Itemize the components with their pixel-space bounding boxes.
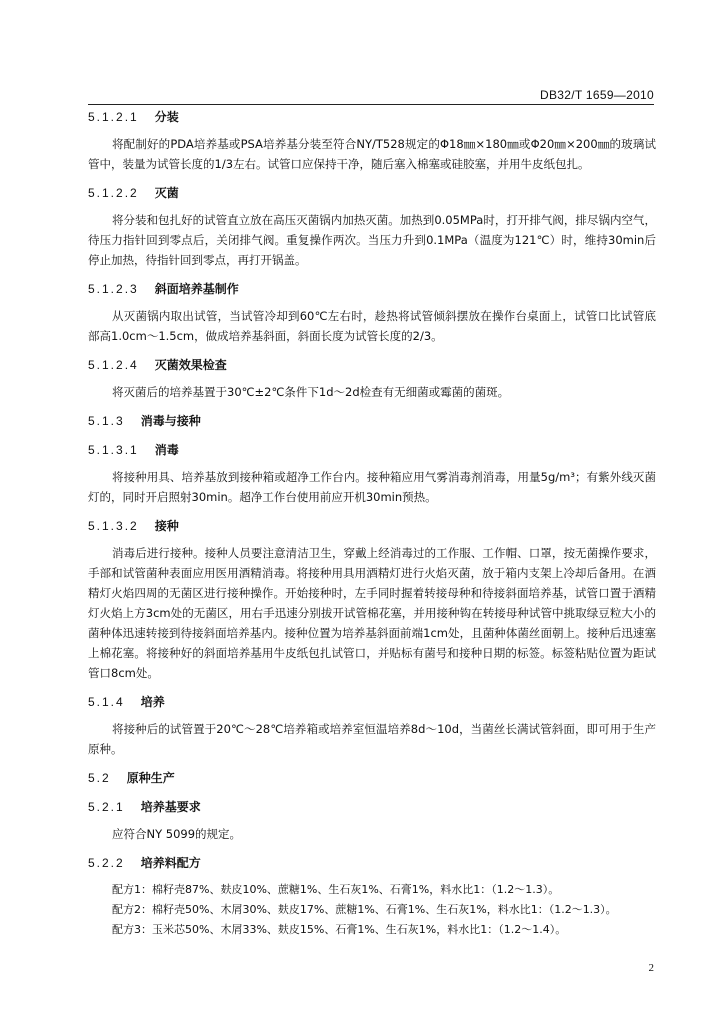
- heading-number: 5.1.3.1: [88, 443, 139, 457]
- heading-5-1-3-1: [88, 440, 656, 460]
- heading-5-1-2-3: [88, 279, 656, 299]
- heading-5-2: [88, 768, 656, 788]
- paragraph-cultivation: 将接种后的试管置于20℃～28℃培养箱或培养室恒温培养8d～10d，当菌丝长满试管斜面，即可用于生产原种。: [88, 722, 656, 756]
- heading-number: 5.1.4: [88, 695, 125, 709]
- paragraph-sterility-check: 将灭菌后的培养基置于30℃±2℃条件下1d～2d检查有无细菌或霉菌的菌斑。: [112, 385, 510, 399]
- heading-title: 斜面培养基制作: [154, 282, 239, 296]
- paragraph-medium-requirement: 应符合NY 5099的规定。: [112, 827, 242, 841]
- heading-5-1-2-1: [88, 107, 656, 127]
- heading-5-1-4: [88, 692, 656, 712]
- formula-3: 配方3：玉米芯50%、木屑33%、麸皮15%、石膏1%、生石灰1%，料水比1：（1.2～1.4）。: [112, 923, 567, 936]
- heading-number: 5.2: [88, 771, 111, 785]
- heading-title: 分装: [154, 110, 179, 124]
- heading-5-1-3-2: [88, 516, 656, 536]
- standard-code: DB32/T 1659—2010: [540, 88, 654, 102]
- heading-5-2-1: [88, 797, 656, 817]
- heading-5-1-3: [88, 411, 656, 431]
- heading-number: 5.2.2: [88, 856, 125, 870]
- formula-1: 配方1：棉籽壳87%、麸皮10%、蔗糖1%、生石灰1%、石膏1%，料水比1：（1.2～1.3）。: [112, 883, 560, 896]
- page-number: 2: [648, 962, 654, 974]
- heading-title: 原种生产: [126, 771, 175, 785]
- heading-title: 培养: [140, 695, 165, 709]
- header-rule: [88, 104, 654, 105]
- heading-number: 5.1.3.2: [88, 519, 139, 533]
- heading-number: 5.1.2.1: [88, 110, 139, 124]
- paragraph-inoculation: 消毒后进行接种。接种人员要注意清洁卫生，穿戴上经消毒过的工作服、工作帽、口罩，按无菌操作要求，手部和试管菌种表面应用医用酒精消毒。将接种用具用酒精灯进行火焰灭菌，放于箱内支架上冷却后备用。在酒精灯火焰四周的无菌区进行接种操作。开始接种时，左手同时握着转接母种和待接斜面培养基，试管口置于酒精灯火焰上方3cm处的无菌区，用右手迅速分别拔开试管棉花塞，并用接种钩在转接母种试管中挑取绿豆粒大小的菌种体迅速转接到待接斜面培养基内。接种位置为培养基斜面前端1cm处，且菌种体菌丝面朝上。接种后迅速塞上棉花塞。将接种好的斜面培养基用牛皮纸包扎试管口，并贴标有菌号和接种日期的标签。标签粘贴位置为距试管口8cm处。: [88, 546, 656, 680]
- heading-title: 培养料配方: [140, 856, 201, 870]
- heading-title: 消毒: [154, 443, 179, 457]
- paragraph-slant-making: 从灭菌锅内取出试管，当试管冷却到60℃左右时，趁热将试管倾斜摆放在操作台桌面上，试管口比试管底部高1.0cm～1.5cm，做成培养基斜面，斜面长度为试管长度的2/3。: [88, 309, 656, 343]
- heading-number: 5.1.2.3: [88, 282, 139, 296]
- heading-5-2-2: [88, 853, 656, 873]
- paragraph-disinfection: 将接种用具、培养基放到接种箱或超净工作台内。接种箱应用气雾消毒剂消毒，用量5g/m³；有紫外线灭菌灯的，同时开启照射30min。超净工作台使用前应开机30min预热。: [88, 470, 656, 504]
- heading-number: 5.2.1: [88, 800, 125, 814]
- heading-title: 灭菌: [154, 186, 179, 200]
- heading-number: 5.1.3: [88, 414, 125, 428]
- heading-title: 培养基要求: [140, 800, 201, 814]
- heading-5-1-2-4: [88, 355, 656, 375]
- heading-5-1-2-2: [88, 183, 656, 203]
- document-body: [88, 107, 656, 940]
- heading-title: 消毒与接种: [140, 414, 201, 428]
- heading-number: 5.1.2.4: [88, 358, 139, 372]
- heading-title: 灭菌效果检查: [154, 358, 227, 372]
- formula-2: 配方2：棉籽壳50%、木屑30%、麸皮17%、蔗糖1%、石膏1%、生石灰1%，料水比1：（1.2～1.3）。: [112, 903, 617, 916]
- heading-title: 接种: [154, 519, 179, 533]
- heading-number: 5.1.2.2: [88, 186, 139, 200]
- paragraph-dispensing: 将配制好的PDA培养基或PSA培养基分装至符合NY/T528规定的Φ18㎜×180㎜或Φ20㎜×200㎜的玻璃试管中，装量为试管长度的1/3左右。试管口应保持干净，随后塞入棉塞或硅胶塞，并用牛皮纸包扎。: [88, 137, 656, 171]
- paragraph-sterilization: 将分装和包扎好的试管直立放在高压灭菌锅内加热灭菌。加热到0.05MPa时，打开排气阀，排尽锅内空气，待压力指针回到零点后，关闭排气阀。重复操作两次。当压力升到0.1MPa（温度为121℃）时，维持30min后停止加热，待指针回到零点，再打开锅盖。: [88, 213, 656, 267]
